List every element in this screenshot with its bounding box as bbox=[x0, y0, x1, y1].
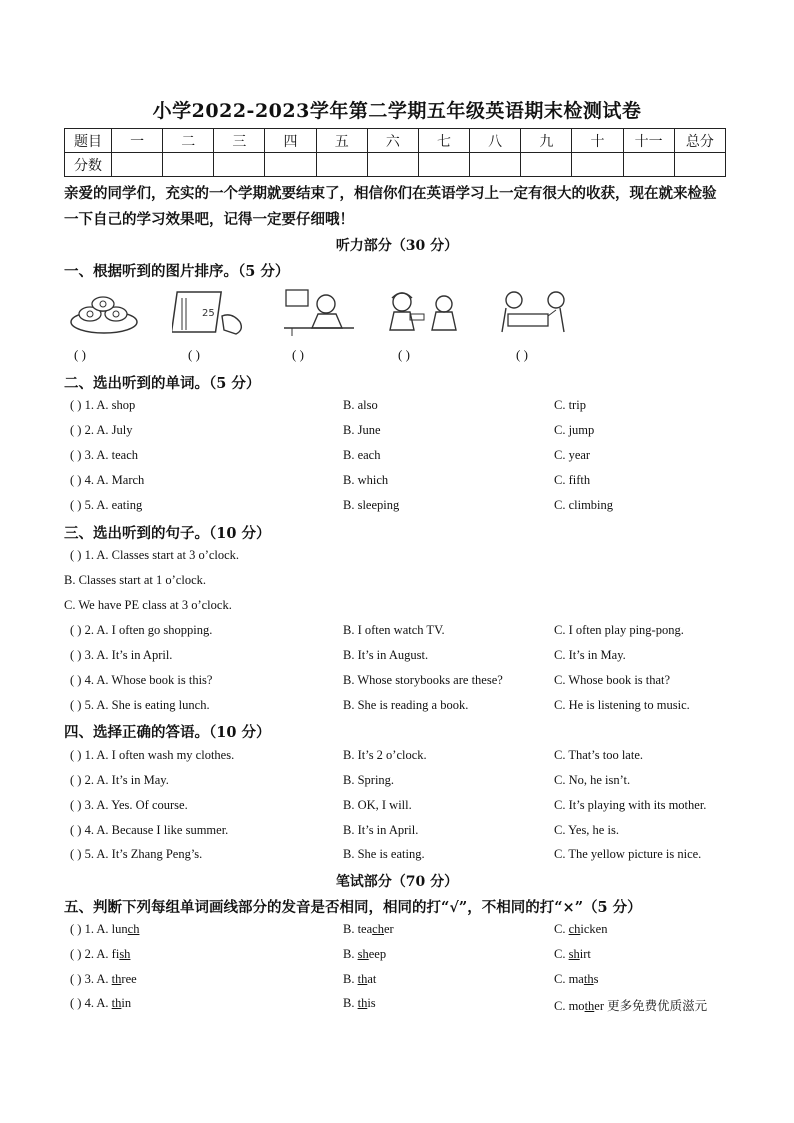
score-table-row-label: 题目 bbox=[65, 129, 112, 153]
option-a: ( ) 3. A. It’s in April. bbox=[70, 648, 173, 662]
option-c: C. He is listening to music. bbox=[554, 698, 690, 712]
score-cell[interactable] bbox=[367, 153, 418, 177]
score-table bbox=[64, 128, 726, 177]
option-a: ( ) 5. A. She is eating lunch. bbox=[70, 698, 210, 712]
option-b: B. She is eating. bbox=[343, 847, 425, 861]
score-col: 四 bbox=[265, 129, 316, 153]
score-cell[interactable] bbox=[418, 153, 469, 177]
question-row bbox=[64, 947, 744, 967]
question-row bbox=[64, 748, 744, 768]
question-row bbox=[64, 448, 744, 468]
option-c: C. No, he isn’t. bbox=[554, 773, 631, 787]
option-b: B. teacher bbox=[343, 922, 394, 936]
question-row bbox=[64, 623, 744, 643]
section-3-title: 三、选出听到的句子。（10 分） bbox=[64, 525, 271, 542]
score-cell[interactable] bbox=[470, 153, 521, 177]
option-c: C. The yellow picture is nice. bbox=[554, 847, 702, 861]
option-c: C. fifth bbox=[554, 473, 591, 487]
option-b: B. sleeping bbox=[343, 498, 400, 512]
option-c: C. That’s too late. bbox=[554, 748, 643, 762]
option-b: B. She is reading a book. bbox=[343, 698, 469, 712]
svg-text:25: 25 bbox=[202, 308, 215, 319]
question-row bbox=[64, 773, 744, 793]
option-a: ( ) 1. A. lunch bbox=[70, 922, 140, 936]
question-row bbox=[64, 398, 744, 418]
score-col: 十一 bbox=[623, 129, 674, 153]
option-b: B. It’s 2 o’clock. bbox=[343, 748, 427, 762]
answer-bracket[interactable]: ( ) bbox=[292, 347, 304, 362]
option-a: ( ) 3. A. teach bbox=[70, 448, 139, 462]
question-row bbox=[64, 922, 744, 942]
option-b: B. Whose storybooks are these? bbox=[343, 673, 503, 687]
option-c: C. It’s in May. bbox=[554, 648, 626, 662]
option-a: ( ) 2. A. I often go shopping. bbox=[70, 623, 213, 637]
score-col: 三 bbox=[214, 129, 265, 153]
score-col: 八 bbox=[470, 129, 521, 153]
score-col: 六 bbox=[367, 129, 418, 153]
option-b: B. which bbox=[343, 473, 389, 487]
option-b: B. It’s in April. bbox=[343, 823, 419, 837]
score-col: 九 bbox=[521, 129, 572, 153]
score-cell[interactable] bbox=[214, 153, 265, 177]
section-1-title: 一、根据听到的图片排序。（5 分） bbox=[64, 263, 290, 280]
score-col: 二 bbox=[163, 129, 214, 153]
option-b: B. each bbox=[343, 448, 381, 462]
question-row bbox=[64, 648, 744, 668]
option-c: C. trip bbox=[554, 398, 586, 412]
option-a: ( ) 3. A. Yes. Of course. bbox=[70, 798, 188, 812]
option-b: B. I often watch TV. bbox=[343, 623, 445, 637]
option-a: ( ) 1. A. I often wash my clothes. bbox=[70, 748, 235, 762]
option-a: ( ) 5. A. It’s Zhang Peng’s. bbox=[70, 847, 203, 861]
question-row bbox=[64, 498, 744, 518]
listening-part-title: 听力部分（30 分） bbox=[335, 238, 459, 254]
question-row bbox=[64, 473, 744, 493]
option-a: ( ) 4. A. thin bbox=[70, 996, 132, 1010]
child-at-desk-picture bbox=[282, 286, 358, 338]
option-a: ( ) 3. A. three bbox=[70, 972, 137, 986]
option-c: C. Whose book is that? bbox=[554, 673, 671, 687]
question-row bbox=[64, 698, 744, 718]
watermark-text: 更多免费优质滋元 bbox=[604, 999, 708, 1013]
score-cell[interactable] bbox=[265, 153, 316, 177]
score-col-total: 总分 bbox=[674, 129, 725, 153]
option-c: C. We have PE class at 3 o’clock. bbox=[64, 598, 232, 612]
option-b: B. Classes start at 1 o’clock. bbox=[64, 573, 206, 587]
option-b: B. also bbox=[343, 398, 378, 412]
option-c: C. Yes, he is. bbox=[554, 823, 619, 837]
answer-bracket[interactable]: ( ) bbox=[516, 347, 528, 362]
answer-bracket[interactable]: ( ) bbox=[188, 347, 200, 362]
answer-bracket[interactable]: ( ) bbox=[74, 347, 86, 362]
question-row bbox=[64, 423, 744, 443]
two-children-picture bbox=[384, 286, 464, 338]
exam-title: 小学2022-2023学年第二学期五年级英语期末检测试卷 bbox=[152, 100, 642, 122]
question-row bbox=[64, 798, 744, 818]
option-b: B. June bbox=[343, 423, 381, 437]
picture-row bbox=[64, 286, 584, 342]
answer-bracket[interactable]: ( ) bbox=[398, 347, 410, 362]
intro-text: 亲爱的同学们，充实的一个学期就要结束了，相信你们在英语学习上一定有很大的收获，现在就来检验一下自己的学习效果吧，记得一定要仔细哦！ bbox=[64, 185, 717, 228]
section-5-title: 五、判断下列每组单词画线部分的发音是否相同，相同的打“√”，不相同的打“×”（5 分） bbox=[64, 899, 642, 916]
written-part-title: 笔试部分（70 分） bbox=[335, 874, 459, 890]
option-b: B. It’s in August. bbox=[343, 648, 429, 662]
score-table-header-row bbox=[65, 129, 726, 153]
option-a: ( ) 1. A. Classes start at 3 o’clock. bbox=[70, 548, 240, 562]
option-c: C. I often play ping-pong. bbox=[554, 623, 684, 637]
option-c: C. year bbox=[554, 448, 591, 462]
score-cell[interactable] bbox=[112, 153, 163, 177]
score-col: 七 bbox=[418, 129, 469, 153]
option-a: ( ) 4. A. Whose book is this? bbox=[70, 673, 213, 687]
option-a: ( ) 1. A. shop bbox=[70, 398, 136, 412]
mooncake-plate-picture bbox=[68, 286, 140, 338]
option-c: C. jump bbox=[554, 423, 595, 437]
score-col: 十 bbox=[572, 129, 623, 153]
score-cell[interactable] bbox=[623, 153, 674, 177]
option-b: B. OK, I will. bbox=[343, 798, 412, 812]
calendar-picture bbox=[172, 286, 252, 338]
question-row bbox=[64, 548, 744, 568]
score-col: 五 bbox=[316, 129, 367, 153]
score-table-score-row bbox=[65, 153, 726, 177]
option-b: B. Spring. bbox=[343, 773, 395, 787]
section-2-title: 二、选出听到的单词。（5 分） bbox=[64, 375, 261, 392]
question-row bbox=[64, 996, 744, 1016]
score-cell[interactable] bbox=[316, 153, 367, 177]
children-with-banner-picture bbox=[494, 286, 576, 338]
question-row bbox=[64, 673, 744, 693]
question-row bbox=[64, 972, 744, 992]
score-cell[interactable] bbox=[572, 153, 623, 177]
score-table-row-label: 分数 bbox=[65, 153, 112, 177]
question-row bbox=[64, 847, 744, 867]
section-4-title: 四、选择正确的答语。（10 分） bbox=[64, 724, 271, 741]
option-b: B. that bbox=[343, 972, 377, 986]
option-a: ( ) 4. A. March bbox=[70, 473, 145, 487]
option-c: C. shirt bbox=[554, 947, 591, 961]
option-a: ( ) 4. A. Because I like summer. bbox=[70, 823, 229, 837]
score-col: 一 bbox=[112, 129, 163, 153]
score-cell[interactable] bbox=[674, 153, 725, 177]
option-b: B. this bbox=[343, 996, 376, 1010]
option-c: C. chicken bbox=[554, 922, 608, 936]
option-b: B. sheep bbox=[343, 947, 387, 961]
option-c: C. maths bbox=[554, 972, 599, 986]
option-c: C. It’s playing with its mother. bbox=[554, 798, 707, 812]
score-cell[interactable] bbox=[521, 153, 572, 177]
score-cell[interactable] bbox=[163, 153, 214, 177]
option-c: C. climbing bbox=[554, 498, 614, 512]
option-a: ( ) 2. A. It’s in May. bbox=[70, 773, 169, 787]
option-a: ( ) 5. A. eating bbox=[70, 498, 143, 512]
option-a: ( ) 2. A. July bbox=[70, 423, 133, 437]
question-row bbox=[64, 823, 744, 843]
option-a: ( ) 2. A. fish bbox=[70, 947, 131, 961]
option-c: C. mother 更多免费优质滋元 bbox=[554, 999, 708, 1013]
